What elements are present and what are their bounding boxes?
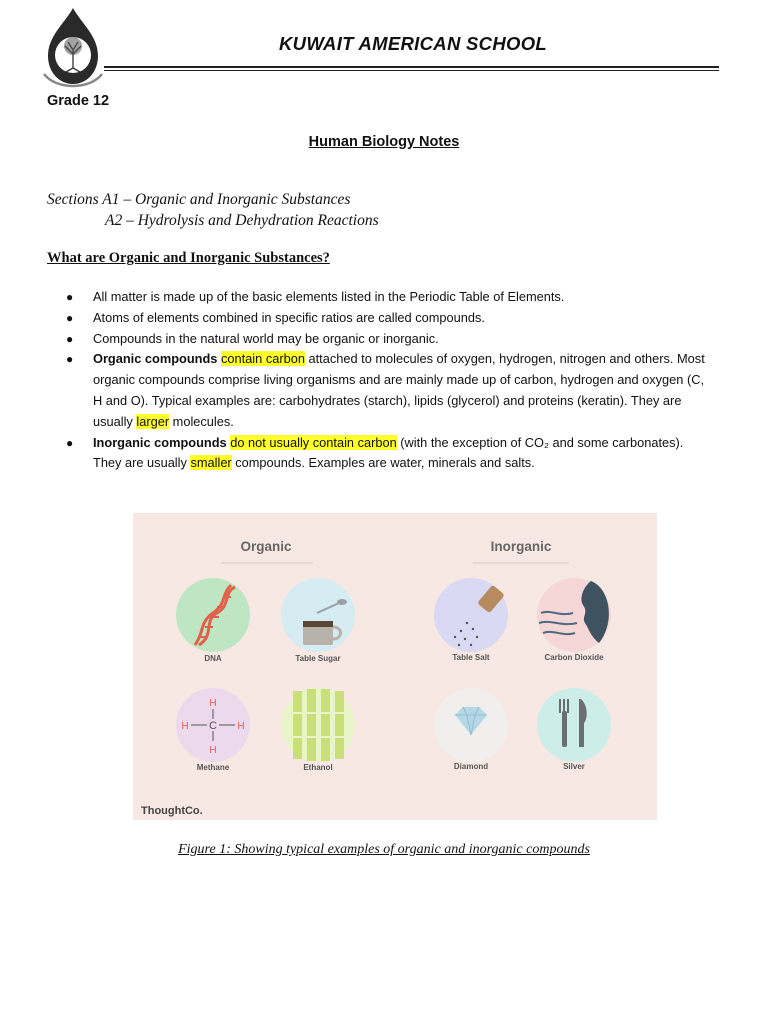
highlight-smaller: smaller <box>190 455 232 471</box>
header-rule-thin <box>104 70 719 71</box>
notes-bullet-list <box>0 287 768 474</box>
bullet-item: ● Atoms of elements combined in specific ratios are called compounds. <box>0 308 768 329</box>
compounds-illustration <box>133 513 657 820</box>
bullet-item-inorganic: ● Inorganic compounds do not usually contain carbon (with the exception of CO₂ and some carbonates). They are usually smaller compounds. Examples are water, minerals and salts. <box>66 434 684 471</box>
highlight-contain-carbon: contain carbon <box>221 351 305 367</box>
bullet-icon: ● <box>66 331 74 346</box>
dna-icon <box>176 578 250 652</box>
dna-label: DNA <box>204 654 222 663</box>
coffee-cup-icon <box>281 578 355 652</box>
hydrogen-bottom: H <box>209 745 217 756</box>
grade-label: Grade 12 <box>47 93 110 109</box>
inorganic-heading: Inorganic <box>490 539 552 554</box>
header-rule <box>104 66 719 68</box>
ethanol-label: Ethanol <box>303 763 333 772</box>
bullet-icon: ● <box>66 352 74 367</box>
silver-label: Silver <box>563 762 585 771</box>
sugarcane-icon <box>281 688 355 762</box>
section-a2: A2 – Hydrolysis and Dehydration Reactions <box>105 212 379 229</box>
school-name: KUWAIT AMERICAN SCHOOL <box>279 33 547 54</box>
document-title: Human Biology Notes <box>308 134 460 150</box>
bullet-icon: ● <box>66 310 74 325</box>
bullet-item: ● Compounds in the natural world may be organic or inorganic. <box>0 329 768 350</box>
inorganic-term: Inorganic compounds <box>93 434 227 450</box>
highlight-larger: larger <box>136 413 170 429</box>
table-salt-label: Table Salt <box>452 653 490 662</box>
organic-term: Organic compounds <box>93 351 218 367</box>
hydrogen-left: H <box>181 721 189 732</box>
diamond-icon <box>434 688 508 762</box>
bullet-icon: ● <box>66 290 74 304</box>
hydrogen-top: H <box>209 698 217 709</box>
bullet-item-organic: ● Organic compounds contain carbon attached to molecules of oxygen, hydrogen, nitrogen and others. Most organic compounds comprise living organisms and are mainly made up of carbon, hydrogen and oxygen (C, H and O). Typical examples are: carbohydrates (starch), lipids (glycerol) and proteins (keratin). They are usually larger molecules. <box>66 351 705 429</box>
carbon-dioxide-label: Carbon Dioxide <box>544 653 604 662</box>
table-sugar-label: Table Sugar <box>295 654 341 663</box>
methane-label: Methane <box>196 763 230 772</box>
hydrogen-right: H <box>237 721 245 732</box>
fork-knife-icon <box>537 688 611 762</box>
salt-shaker-icon <box>434 578 508 652</box>
diamond-label: Diamond <box>453 762 489 771</box>
thoughtco-brand: ThoughtCo. <box>141 805 203 817</box>
organic-heading: Organic <box>240 539 292 554</box>
figure-caption: Figure 1: Showing typical examples of organic and inorganic compounds <box>178 842 590 857</box>
bullet-icon: ● <box>66 435 74 450</box>
methane-structure-icon <box>176 688 250 762</box>
section-question-heading: What are Organic and Inorganic Substances? <box>47 250 330 266</box>
compounds-figure <box>133 513 657 820</box>
section-a1: Sections A1 – Organic and Inorganic Substances <box>47 191 351 208</box>
breath-face-icon <box>537 578 611 652</box>
bullet-item: ● All matter is made up of the basic elements listed in the Periodic Table of Elements. <box>0 287 768 308</box>
highlight-no-carbon: do not usually contain carbon <box>230 434 397 450</box>
carbon-center: C <box>209 720 217 732</box>
